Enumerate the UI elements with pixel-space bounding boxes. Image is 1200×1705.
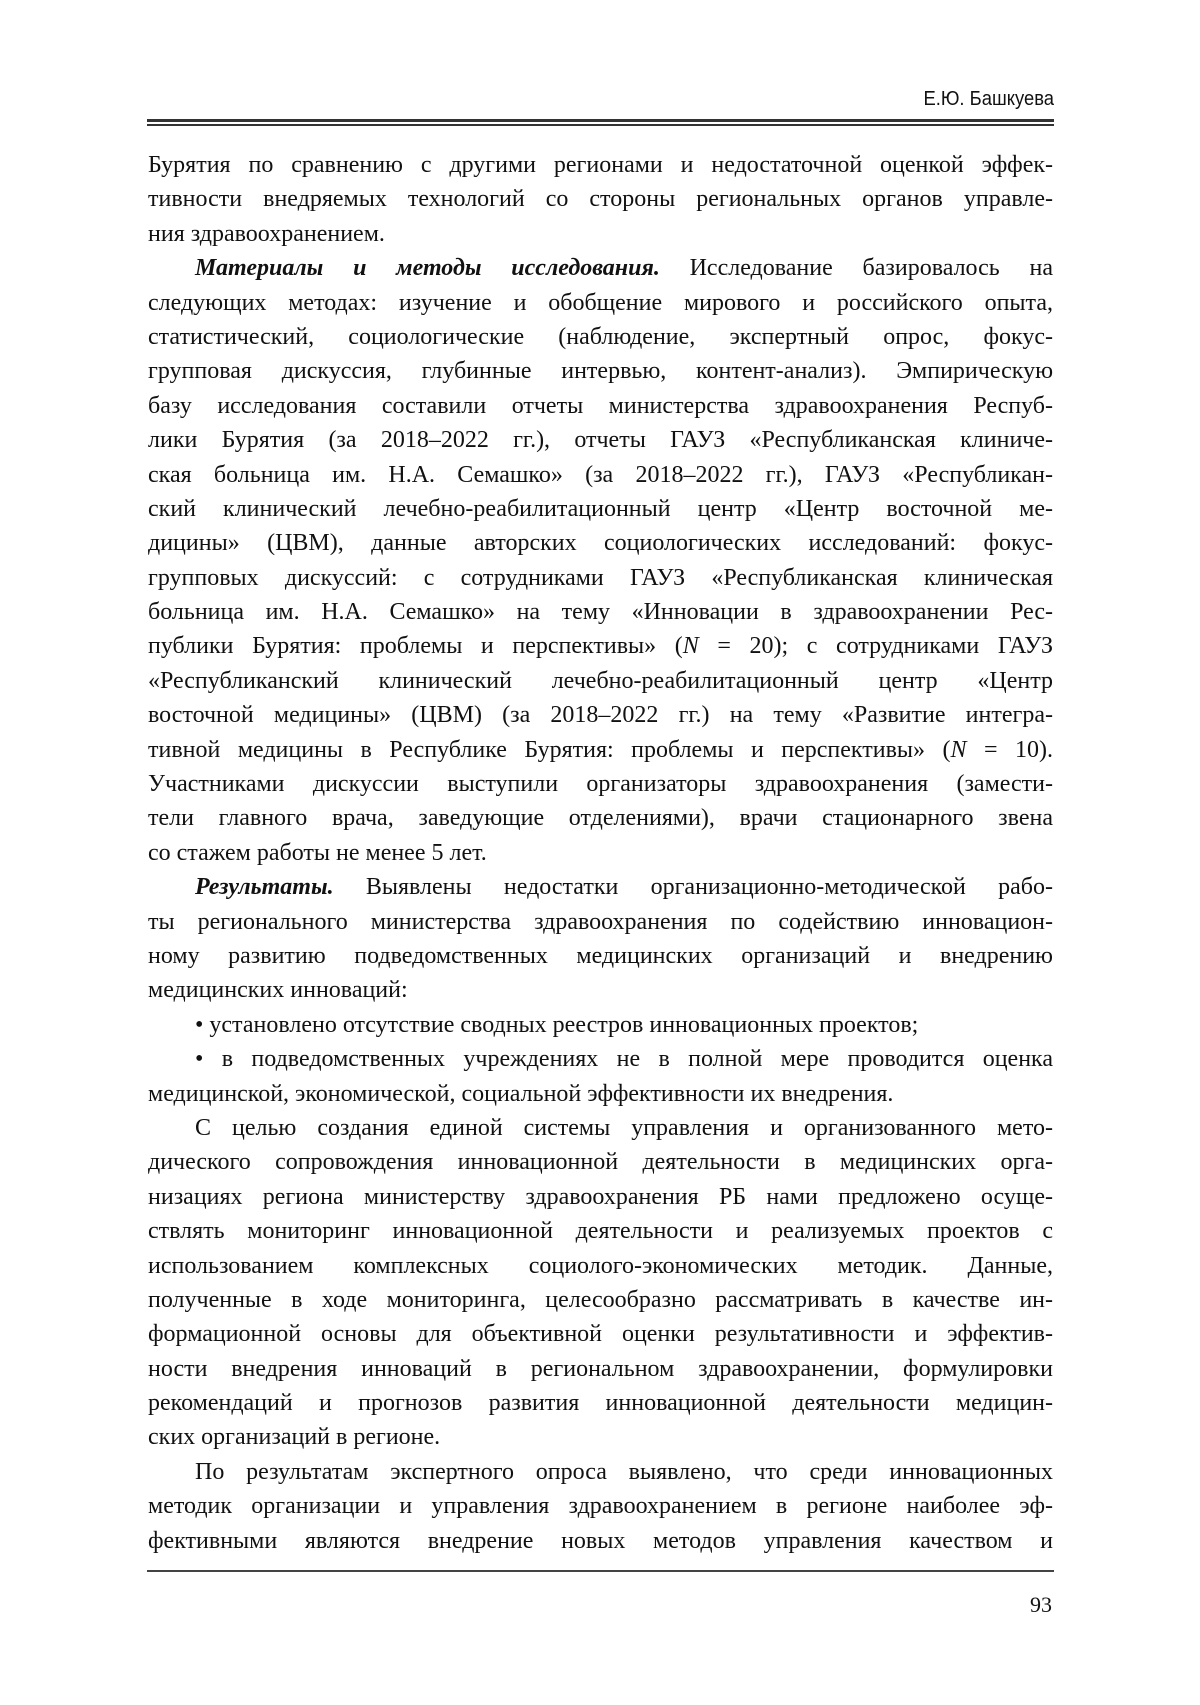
text-run: полученные в ходе мониторинга, целесообразно рассматривать в качестве ин- — [148, 1286, 1053, 1313]
text-run: ты регионального министерства здравоохранения по содействию инновацион- — [148, 908, 1053, 935]
text-line — [148, 1145, 1053, 1179]
section-heading: Результаты. — [195, 874, 334, 901]
text-run: Исследование базировалось на — [659, 255, 1053, 282]
text-run: со стажем работы не менее 5 лет. — [148, 839, 487, 866]
text-line — [148, 733, 1053, 767]
text-line — [148, 182, 1053, 216]
text-run: формационной основы для объективной оценки результативности и эффектив- — [148, 1321, 1053, 1348]
text-line — [148, 1420, 1053, 1454]
text-line — [148, 320, 1053, 354]
text-line — [148, 492, 1053, 526]
text-run: = 20); с сотрудниками ГАУЗ — [698, 633, 1053, 660]
text-run: ский клинический лечебно-реабилитационный центр «Центр восточной ме- — [148, 495, 1053, 522]
text-run: ности внедрения инноваций в региональном здравоохранении, формулировки — [148, 1355, 1053, 1382]
text-line — [148, 1489, 1053, 1523]
text-line — [148, 1008, 1053, 1042]
footer-rule — [147, 1570, 1054, 1572]
text-line — [148, 389, 1053, 423]
italic-symbol: N — [950, 736, 967, 763]
text-run: фективными являются внедрение новых методов управления качеством и — [148, 1527, 1053, 1554]
text-run: ствлять мониторинг инновационной деятельности и реализуемых проектов с — [148, 1218, 1053, 1245]
running-header-author: Е.Ю. Башкуева — [923, 88, 1054, 110]
text-line — [148, 1283, 1053, 1317]
text-run: • установлено отсутствие сводных реестров инновационных проектов; — [195, 1011, 919, 1038]
text-run: дицины» (ЦВМ), данные авторских социологических исследований: фокус- — [148, 530, 1053, 557]
text-run: Бурятия по сравнению с другими регионами и недостаточной оценкой эффек- — [148, 152, 1053, 178]
text-run: больница им. Н.А. Семашко» на тему «Инновации в здравоохранении Рес- — [148, 599, 1053, 626]
header-rule-thin — [147, 124, 1054, 126]
text-line — [148, 1352, 1053, 1386]
text-run: Участниками дискуссии выступили организаторы здравоохранения (замести- — [148, 771, 1053, 798]
text-run: групповых дискуссий: с сотрудниками ГАУЗ «Республиканская клиническая — [148, 564, 1053, 591]
text-run: восточной медицины» (ЦВМ) (за 2018–2022 гг.) на тему «Развитие интегра- — [148, 702, 1053, 729]
text-line — [148, 423, 1053, 457]
text-line — [148, 1249, 1053, 1283]
text-line — [148, 526, 1053, 560]
text-line — [148, 905, 1053, 939]
text-line — [148, 939, 1053, 973]
text-line — [148, 148, 1053, 182]
text-line — [148, 973, 1053, 1007]
text-run: Выявлены недостатки организационно-методической рабо- — [333, 874, 1053, 901]
text-run: = 10). — [966, 736, 1053, 763]
italic-symbol: N — [682, 633, 699, 660]
text-line — [148, 629, 1053, 663]
text-run: ская больница им. Н.А. Семашко» (за 2018–2022 гг.), ГАУЗ «Республикан- — [148, 461, 1053, 488]
text-run: методик организации и управления здравоохранением в регионе наиболее эф- — [148, 1493, 1053, 1520]
text-run: тивной медицины в Республике Бурятия: проблемы и перспективы» ( — [148, 736, 951, 763]
text-run: «Республиканский клинический лечебно-реабилитационный центр «Центр — [148, 667, 1053, 694]
text-run: тивности внедряемых технологий со стороны региональных органов управле- — [148, 186, 1053, 213]
text-run: тели главного врача, заведующие отделениями), врачи стационарного звена — [148, 805, 1053, 832]
text-line — [148, 1111, 1053, 1145]
text-run: медицинских инноваций: — [148, 977, 408, 1004]
page-number: 93 — [1030, 1592, 1052, 1617]
text-line — [148, 1317, 1053, 1351]
header-rule — [147, 119, 1054, 122]
text-run: следующих методах: изучение и обобщение мирового и российского опыта, — [148, 289, 1053, 316]
text-run: • в подведомственных учреждениях не в полной мере проводится оценка — [195, 1046, 1053, 1073]
body-text — [148, 148, 1053, 1558]
text-run: статистический, социологические (наблюдение, экспертный опрос, фокус- — [148, 323, 1053, 350]
text-line — [148, 1042, 1053, 1076]
text-run: ному развитию подведомственных медицинских организаций и внедрению — [148, 942, 1053, 969]
text-run: низациях региона министерству здравоохранения РБ нами предложено осуще- — [148, 1183, 1053, 1210]
text-line — [148, 1524, 1053, 1558]
text-line — [148, 870, 1053, 904]
text-run: базу исследования составили отчеты министерства здравоохранения Респуб- — [148, 392, 1053, 419]
text-line — [148, 1214, 1053, 1248]
text-line — [148, 801, 1053, 835]
text-line — [148, 767, 1053, 801]
text-line — [148, 1180, 1053, 1214]
text-run: лики Бурятия (за 2018–2022 гг.), отчеты ГАУЗ «Республиканская клиниче- — [148, 427, 1053, 454]
text-line — [148, 217, 1053, 251]
text-line — [148, 1386, 1053, 1420]
text-run: С целью создания единой системы управления и организованного мето- — [195, 1114, 1053, 1141]
text-line — [148, 1455, 1053, 1489]
text-line — [148, 286, 1053, 320]
text-line — [148, 595, 1053, 629]
text-line — [148, 354, 1053, 388]
text-run: ния здравоохранением. — [148, 220, 385, 247]
text-run: рекомендаций и прогнозов развития инновационной деятельности медицин- — [148, 1390, 1053, 1417]
section-heading: Материалы и методы исследования. — [195, 255, 660, 282]
text-line — [148, 458, 1053, 492]
text-run: По результатам экспертного опроса выявлено, что среди инновационных — [195, 1458, 1053, 1485]
text-run: использованием комплексных социолого-экономических методик. Данные, — [148, 1252, 1053, 1279]
text-line — [148, 836, 1053, 870]
text-line — [148, 698, 1053, 732]
text-run: медицинской, экономической, социальной эффективности их внедрения. — [148, 1080, 894, 1107]
text-run: публики Бурятия: проблемы и перспективы» ( — [148, 633, 683, 660]
text-line — [148, 561, 1053, 595]
text-line — [148, 1077, 1053, 1111]
text-line — [148, 664, 1053, 698]
text-line — [148, 251, 1053, 285]
text-run: ских организаций в регионе. — [148, 1424, 441, 1451]
text-run: дического сопровождения инновационной деятельности в медицинских орга- — [148, 1149, 1053, 1176]
text-run: групповая дискуссия, глубинные интервью, контент-анализ). Эмпирическую — [148, 358, 1053, 385]
